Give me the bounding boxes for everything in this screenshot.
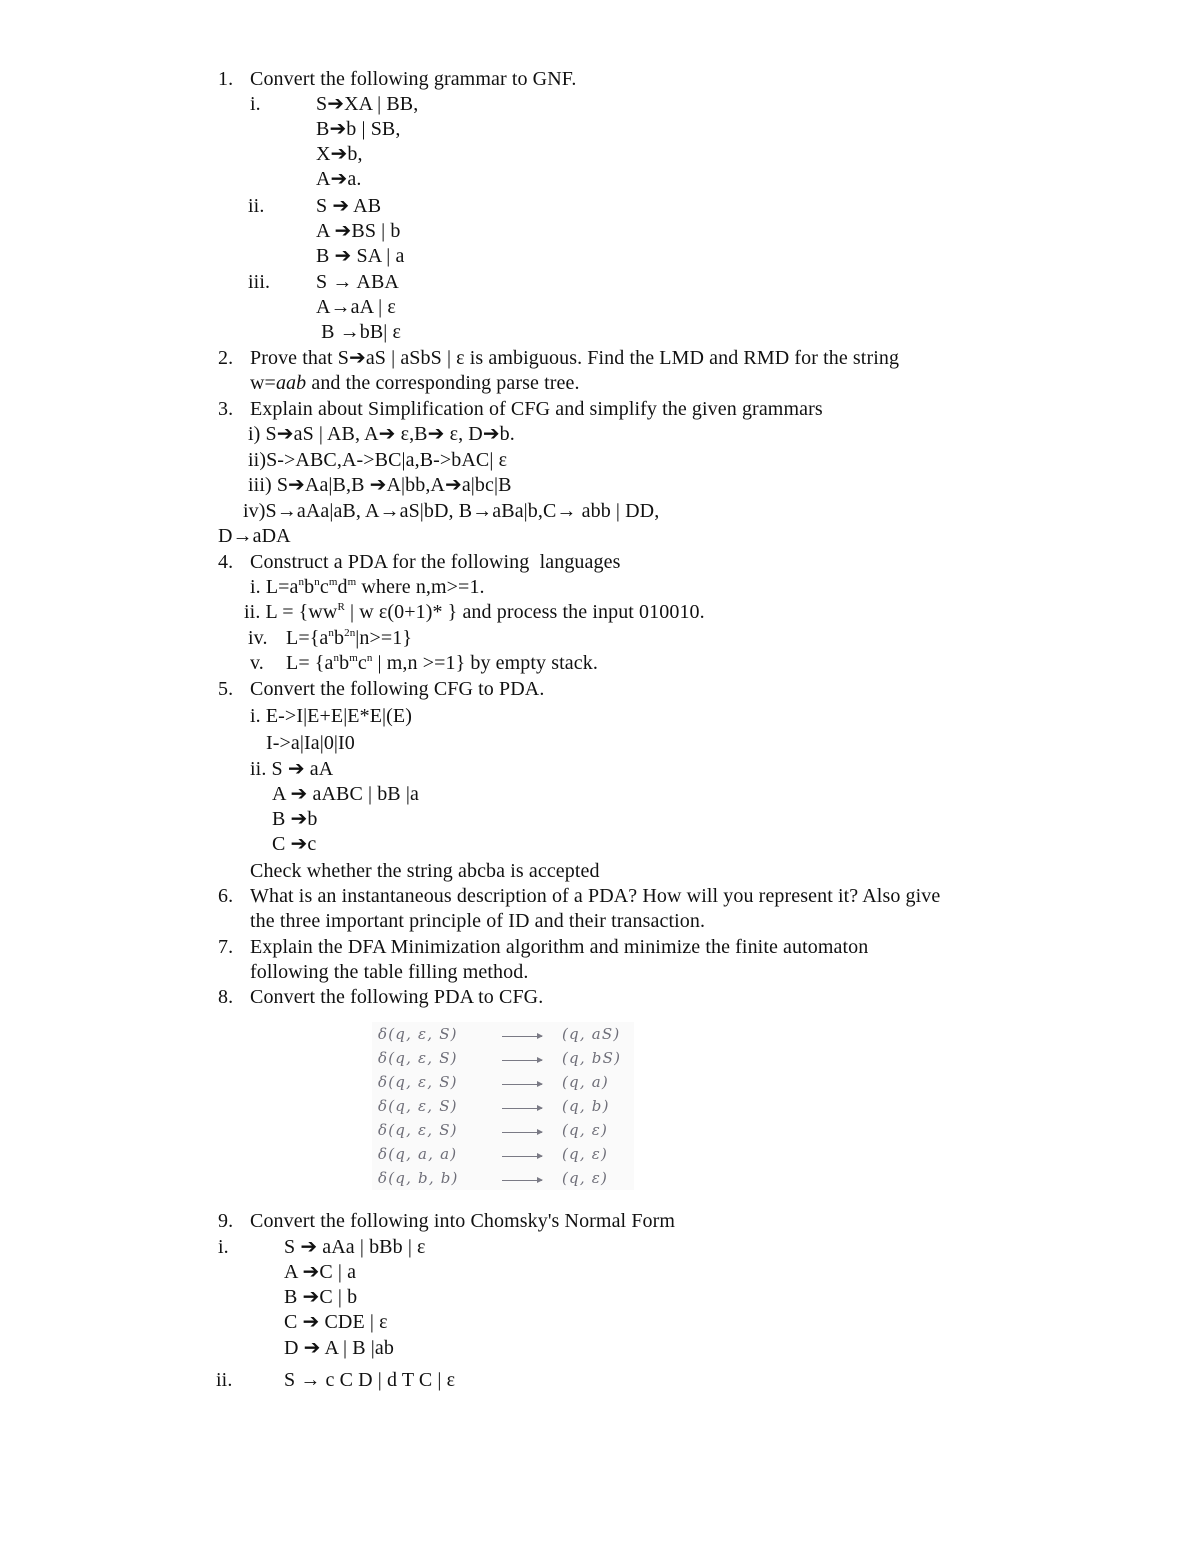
q3-item: iii) S➔Aa|B,B ➔A|bb,A➔a|bc|B xyxy=(248,474,512,496)
q3-item: ii)S->ABC,A->BC|a,B->bAC| ε xyxy=(248,449,508,471)
pda-transition-rhs: (q, ε) xyxy=(562,1121,609,1139)
q9-i-label: i. xyxy=(218,1236,229,1258)
q5-text: Convert the following CFG to PDA. xyxy=(250,678,545,700)
pda-transition-lhs: δ(q, ε, S) xyxy=(378,1073,458,1091)
q1-i-line: S➔XA | BB, xyxy=(316,93,419,115)
q4-item-ii: ii. $L = \{ww^R$ | w ε(0+1)* } and process the input 010010. xyxy=(244,601,705,623)
transition-arrow-icon xyxy=(502,1156,542,1157)
q8-number: 8. xyxy=(218,986,234,1008)
q4-text: Construct a PDA for the following languages xyxy=(250,551,621,573)
pda-transition-rhs: (q, aS) xyxy=(562,1025,621,1043)
q5-line: C ➔c xyxy=(272,833,317,855)
q9-i-line: S ➔ aAa | bBb | ε xyxy=(284,1236,426,1258)
q4-item-iv: $L=\{a^nb^{2n}|n>=1\}$ xyxy=(286,627,413,649)
q4-iv-label: iv. xyxy=(248,627,268,649)
q9-ii-line: S → c C D | d T C | ε xyxy=(284,1369,456,1391)
q9-text: Convert the following into Chomsky's Normal Form xyxy=(250,1210,676,1232)
pda-transitions-image xyxy=(372,1022,634,1190)
transition-arrow-icon xyxy=(502,1036,542,1037)
q6-number: 6. xyxy=(218,885,234,907)
q7-line1: Explain the DFA Minimization algorithm and minimize the finite automaton xyxy=(250,936,869,958)
q5-line: I->a|Ia|0|I0 xyxy=(266,732,355,754)
q3-number: 3. xyxy=(218,398,234,420)
q9-number: 9. xyxy=(218,1210,234,1232)
pda-transition-lhs: δ(q, ε, S) xyxy=(378,1121,458,1139)
q1-text: Convert the following grammar to GNF. xyxy=(250,68,577,90)
pda-transition-rhs: (q, b) xyxy=(562,1097,610,1115)
q4-number: 4. xyxy=(218,551,234,573)
q3-item: iv)S→aAa|aB, A→aS|bD, B→aBa|b,C→ abb | DD, xyxy=(243,500,660,522)
q4-v-label: v. xyxy=(250,652,264,674)
q1-iii-line: B →bB| ε xyxy=(316,321,401,343)
q8-text: Convert the following PDA to CFG. xyxy=(250,986,544,1008)
q6-line2: the three important principle of ID and their transaction. xyxy=(250,910,706,932)
q3-text: Explain about Simplification of CFG and simplify the given grammars xyxy=(250,398,823,420)
q5-check: Check whether the string abcba is accepted xyxy=(250,860,600,882)
pda-transition-rhs: (q, ε) xyxy=(562,1169,609,1187)
transition-arrow-icon xyxy=(502,1108,542,1109)
pda-transition-lhs: δ(q, ε, S) xyxy=(378,1097,458,1115)
pda-transition-rhs: (q, bS) xyxy=(562,1049,622,1067)
pda-transition-lhs: δ(q, a, a) xyxy=(378,1145,458,1163)
pda-transition-lhs: δ(q, ε, S) xyxy=(378,1049,458,1067)
q1-ii-line: A ➔BS | b xyxy=(316,220,401,242)
q9-ii-label: ii. xyxy=(216,1369,233,1391)
q5-line: A ➔ aABC | bB |a xyxy=(272,783,419,805)
q4-item-i: i. $L=a^nb^nc^md^m$ where n,m>=1. xyxy=(250,576,485,598)
q7-number: 7. xyxy=(218,936,234,958)
transition-arrow-icon xyxy=(502,1132,542,1133)
q5-line: B ➔b xyxy=(272,808,318,830)
q4-item-v: $L= \{a^nb^mc^n$ | m,n >=1} by empty stack. xyxy=(286,652,598,674)
pda-transition-lhs: δ(q, ε, S) xyxy=(378,1025,458,1043)
transition-arrow-icon xyxy=(502,1180,542,1181)
q1-ii-line: S ➔ AB xyxy=(316,195,382,217)
q9-i-line: A ➔C | a xyxy=(284,1261,357,1283)
q9-i-line: D ➔ A | B |ab xyxy=(284,1337,394,1359)
q9-i-line: B ➔C | b xyxy=(284,1286,358,1308)
q1-i-line: B➔b | SB, xyxy=(316,118,401,140)
q1-ii-line: B ➔ SA | a xyxy=(316,245,405,267)
q3-wrap: D→aDA xyxy=(218,525,291,547)
q1-i-line: X➔b, xyxy=(316,143,363,165)
transition-arrow-icon xyxy=(502,1060,542,1061)
pda-transition-lhs: δ(q, b, b) xyxy=(378,1169,459,1187)
q2-number: 2. xyxy=(218,347,234,369)
pda-transition-rhs: (q, a) xyxy=(562,1073,609,1091)
q9-i-line: C ➔ CDE | ε xyxy=(284,1311,388,1333)
q1-iii-label: iii. xyxy=(248,271,271,293)
q1-i-line: A➔a. xyxy=(316,168,362,190)
q1-number: 1. xyxy=(218,68,234,90)
q1-ii-label: ii. xyxy=(248,195,265,217)
pda-transition-rhs: (q, ε) xyxy=(562,1145,609,1163)
q5-line: i. E->I|E+E|E*E|(E) xyxy=(250,705,412,727)
q7-line2: following the table filling method. xyxy=(250,961,529,983)
q3-item: i) S➔aS | AB, A➔ ε,B➔ ε, D➔b. xyxy=(248,423,515,445)
transition-arrow-icon xyxy=(502,1084,542,1085)
q5-line: ii. S ➔ aA xyxy=(250,758,334,780)
q2-line2: w=aab and the corresponding parse tree. xyxy=(250,372,580,394)
q6-line1: What is an instantaneous description of a PDA? How will you represent it? Also give xyxy=(250,885,941,907)
q5-number: 5. xyxy=(218,678,234,700)
q1-iii-line: A→aA | ε xyxy=(316,296,396,318)
q1-iii-line: S → ABA xyxy=(316,271,399,293)
q2-line1: Prove that S➔aS | aSbS | ε is ambiguous. Find the LMD and RMD for the string xyxy=(250,347,900,369)
q1-i-label: i. xyxy=(250,93,261,115)
